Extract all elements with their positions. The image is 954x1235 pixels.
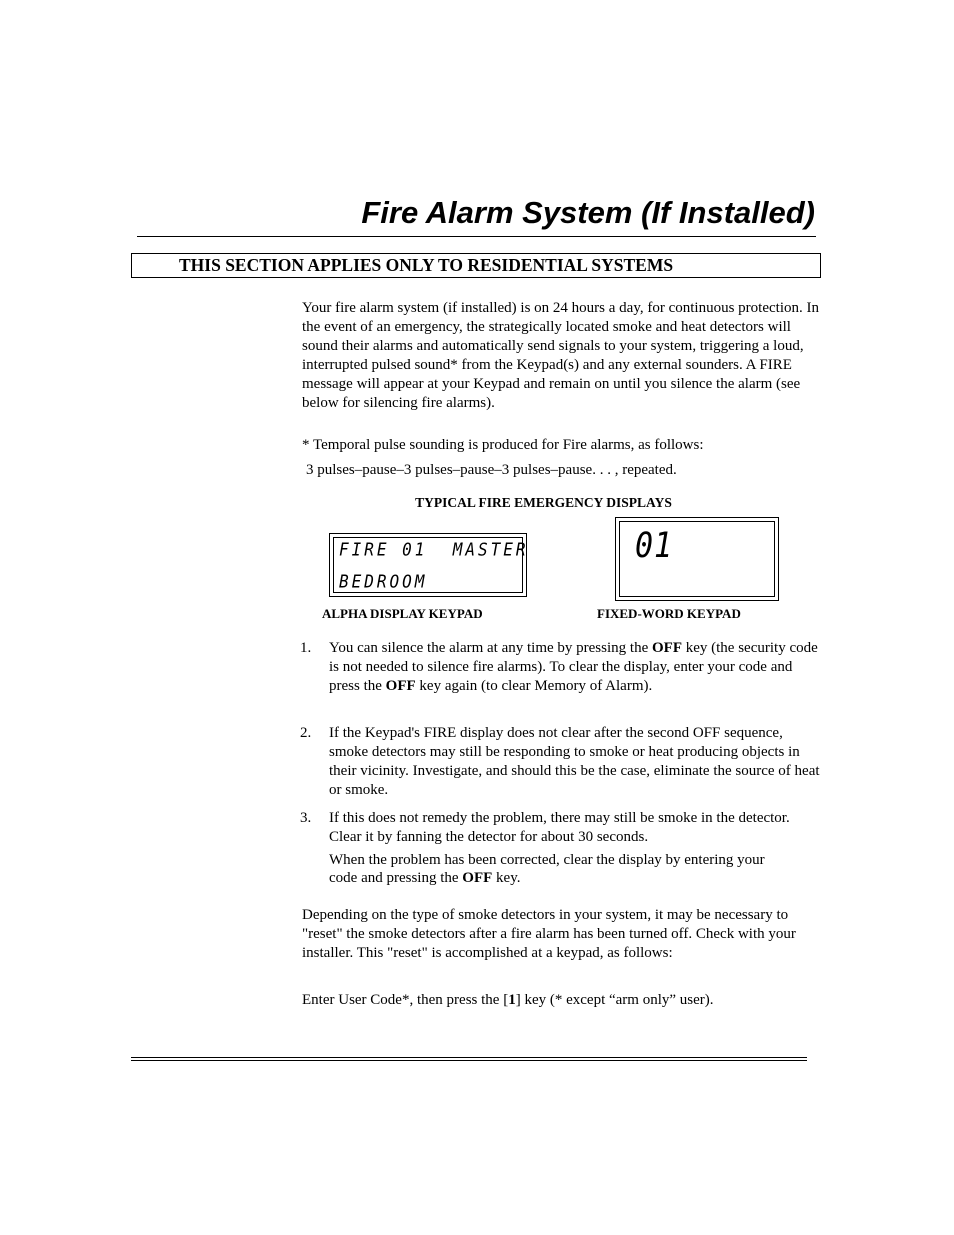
footer-rule xyxy=(131,1057,807,1061)
section-banner: THIS SECTION APPLIES ONLY TO RESIDENTIAL SYSTEMS xyxy=(131,253,821,278)
step-number: 2. xyxy=(300,725,312,741)
alpha-keypad-label: ALPHA DISPLAY KEYPAD xyxy=(322,606,483,621)
reset-instruction: Enter User Code*, then press the [1] key (* except “arm only” user). xyxy=(302,992,714,1008)
lcd-line-1: FIRE 01 MASTER xyxy=(339,538,529,561)
intro-paragraph: Your fire alarm system (if installed) is on 24 hours a day, for continuous protection. In the event of an emergency, the strategically located smoke and heat detectors will sound their alarms and automatically send signals to your system, triggering a loud, interrupted pulsed sound* from the Keypad(s) and any external sounders. A FIRE message will appear at your Keypad and remain on until you silence the alarm (see below for silencing fire alarms). xyxy=(302,300,819,411)
lcd-line-2: BEDROOM xyxy=(339,570,428,593)
step-text: You can silence the alarm at any time by pressing the OFF key (the security code is not needed to silence fire alarms). To clear the display, enter your code and press the OFF key again (to clear Memory of Alarm). xyxy=(329,640,818,694)
fixed-lcd-screen xyxy=(619,521,775,597)
step-3-note: When the problem has been corrected, clear the display by entering your code and pressing the OFF key. xyxy=(329,852,765,886)
alpha-lcd-screen xyxy=(333,537,529,593)
step-number: 1. xyxy=(300,640,312,656)
step-1 xyxy=(300,639,822,696)
page-title: Fire Alarm System (If Installed) xyxy=(361,195,815,230)
step-number: 3. xyxy=(300,810,312,826)
footnote: * Temporal pulse sounding is produced for Fire alarms, as follows: xyxy=(302,437,704,453)
step-3 xyxy=(300,809,822,847)
fixed-word-display-lcd xyxy=(615,517,779,601)
displays-heading: TYPICAL FIRE EMERGENCY DISPLAYS xyxy=(415,495,672,510)
pulse-pattern: 3 pulses–pause–3 pulses–pause–3 pulses–pause. . . , repeated. xyxy=(306,462,677,478)
zone-number: 01 xyxy=(635,525,674,567)
fixed-keypad-label: FIXED-WORD KEYPAD xyxy=(597,606,741,621)
step-text: If the Keypad's FIRE display does not clear after the second OFF sequence, smoke detectors may still be responding to smoke or heat producing objects in their vicinity. Investigate, and should this be the case, eliminate the source of heat or smoke. xyxy=(329,725,820,798)
reset-paragraph: Depending on the type of smoke detectors in your system, it may be necessary to "reset" the smoke detectors after a fire alarm has been turned off. Check with your installer. This "reset" is accomplished at a keypad, as follows: xyxy=(302,907,796,961)
title-rule xyxy=(137,236,816,237)
step-2 xyxy=(300,724,822,800)
step-text: If this does not remedy the problem, there may still be smoke in the detector. Clear it by fanning the detector for about 30 seconds. xyxy=(329,810,790,845)
alpha-display-lcd xyxy=(329,533,527,597)
